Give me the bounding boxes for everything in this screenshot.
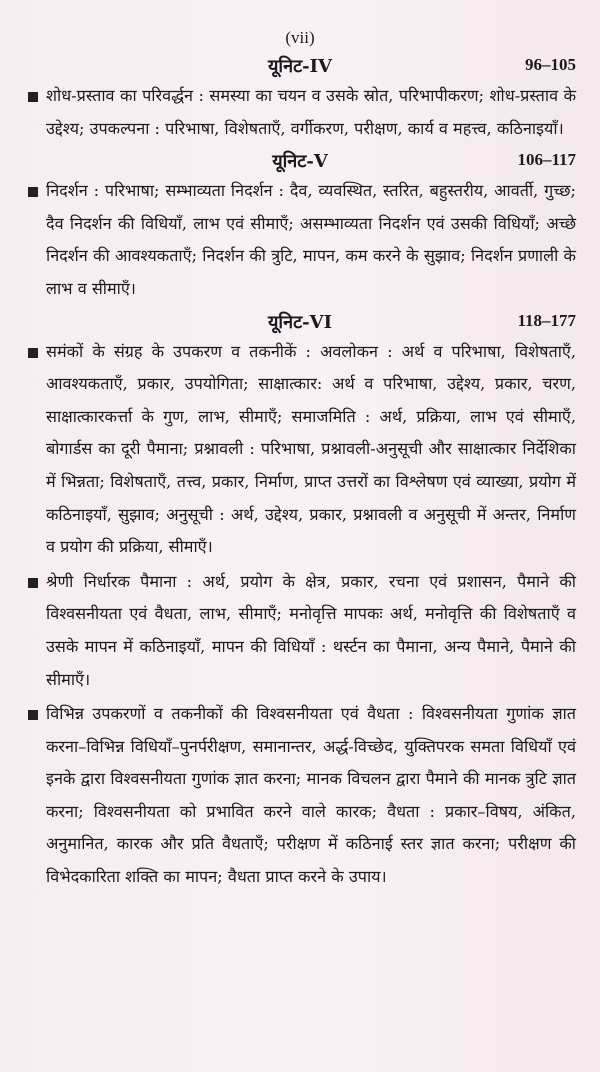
- unit-title: यूनिट-V: [272, 151, 328, 173]
- unit-page-range: 106–117: [517, 150, 576, 170]
- unit-entry: [24, 566, 576, 696]
- unit-header-v: [24, 147, 576, 175]
- unit-entry: [24, 698, 576, 894]
- entry-text: शोध-प्रस्ताव का परिवर्द्धन : समस्या का चयन व उसके स्रोत, परिभापीकरण; शोध-प्रस्ताव के उद्देश्य; उपकल्पना : परिभाषा, विशेषताएँ, वर्गीकरण, परीक्षण, कार्य व महत्त्व, कठिनाइयाँ।: [46, 86, 576, 138]
- unit-header-vi: [24, 308, 576, 336]
- square-bullet-icon: [28, 187, 38, 197]
- unit-entry: [24, 336, 576, 564]
- unit-page-range: 96–105: [525, 55, 576, 74]
- entry-text: निदर्शन : परिभाषा; सम्भाव्यता निदर्शन : दैव, व्यवस्थित, स्तरित, बहुस्तरीय, आवर्ती, गुच्छ; दैव निदर्शन की विधियाँ, लाभ एवं सीमाएँ; असम्भाव्यता निदर्शन एवं उसकी विधियाँ; अच्छे निदर्शन की आवश्यकताएँ; निदर्शन की त्रुटि, मापन, कम करने के सुझाव; निदर्शन प्रणाली के लाभ व सीमाएँ।: [46, 181, 576, 298]
- square-bullet-icon: [28, 710, 38, 720]
- unit-entry: [24, 175, 576, 305]
- unit-page-range: 118–177: [517, 310, 576, 330]
- square-bullet-icon: [28, 578, 38, 588]
- unit-header-iv: [24, 52, 576, 80]
- square-bullet-icon: [28, 348, 38, 358]
- unit-entry: [24, 80, 576, 145]
- entry-text: समंकों के संग्रह के उपकरण व तकनीकें : अवलोकन : अर्थ व परिभाषा, विशेषताएँ, आवश्यकताएँ, प्रकार, उपयोगिता; साक्षात्कार: अर्थ व परिभाषा, उद्देश्य, प्रकार, चरण, साक्षात्कारकर्त्ता के गुण, लाभ, सीमाएँ; समाजमिति : अर्थ, प्रक्रिया, लाभ एवं सीमाएँ, बोगार्डस का दूरी पैमाना; प्रश्नावली : परिभाषा, प्रश्नावली-अनुसूची और साक्षात्कार निर्देशिका में भिन्नता; विशेषताएँ, तत्त्व, प्रकार, निर्माण, प्राप्त उत्तरों का विश्लेषण एवं व्याख्या, प्रयोग में कठिनाइयाँ, सुझाव; अनुसूची : अर्थ, उद्देश्य, प्रकार, प्रश्नावली व अनुसूची में अन्तर, निर्माण व प्रयोग की प्रक्रिया, सीमाएँ।: [46, 341, 576, 557]
- unit-title: यूनिट-IV: [267, 56, 333, 77]
- entry-text: श्रेणी निर्धारक पैमाना : अर्थ, प्रयोग के क्षेत्र, प्रकार, रचना एवं प्रशासन, पैमाने की विश्वसनीयता एवं वैधता, लाभ, सीमाएँ; मनोवृत्ति मापकः अर्थ, मनोवृत्ति की विशेषताएँ व उसके मापन में कठिनाइयाँ, मापन की विधियाँ : थर्स्टन का पैमाना, अन्य पैमाने, पैमाने की सीमाएँ।: [46, 571, 576, 689]
- entry-text: विभिन्न उपकरणों व तकनीकों की विश्वसनीयता एवं वैधता : विश्वसनीयता गुणांक ज्ञात करना–विभिन्न विधियाँ–पुनर्परीक्षण, समानान्तर, अर्द्ध-विच्छेद, युक्तिपरक समता विधियाँ एवं इनके द्वारा विश्वसनीयता गुणांक ज्ञात करना; मानक विचलन द्वारा पैमाने की मानक त्रुटि ज्ञात करना; विश्वसनीयता को प्रभावित करने वाले कारक; वैधता : प्रकार–विषय, अंकित, अनुमानित, कारक और प्रति वैधताएँ; परीक्षण में कठिनाई स्तर ज्ञात करना; परीक्षण की विभेदकारिता शक्ति का मापन; वैधता प्राप्त करने के उपाय।: [46, 704, 576, 887]
- page-number: (vii): [285, 28, 315, 47]
- unit-title: यूनिट-VI: [267, 311, 333, 333]
- square-bullet-icon: [28, 92, 38, 102]
